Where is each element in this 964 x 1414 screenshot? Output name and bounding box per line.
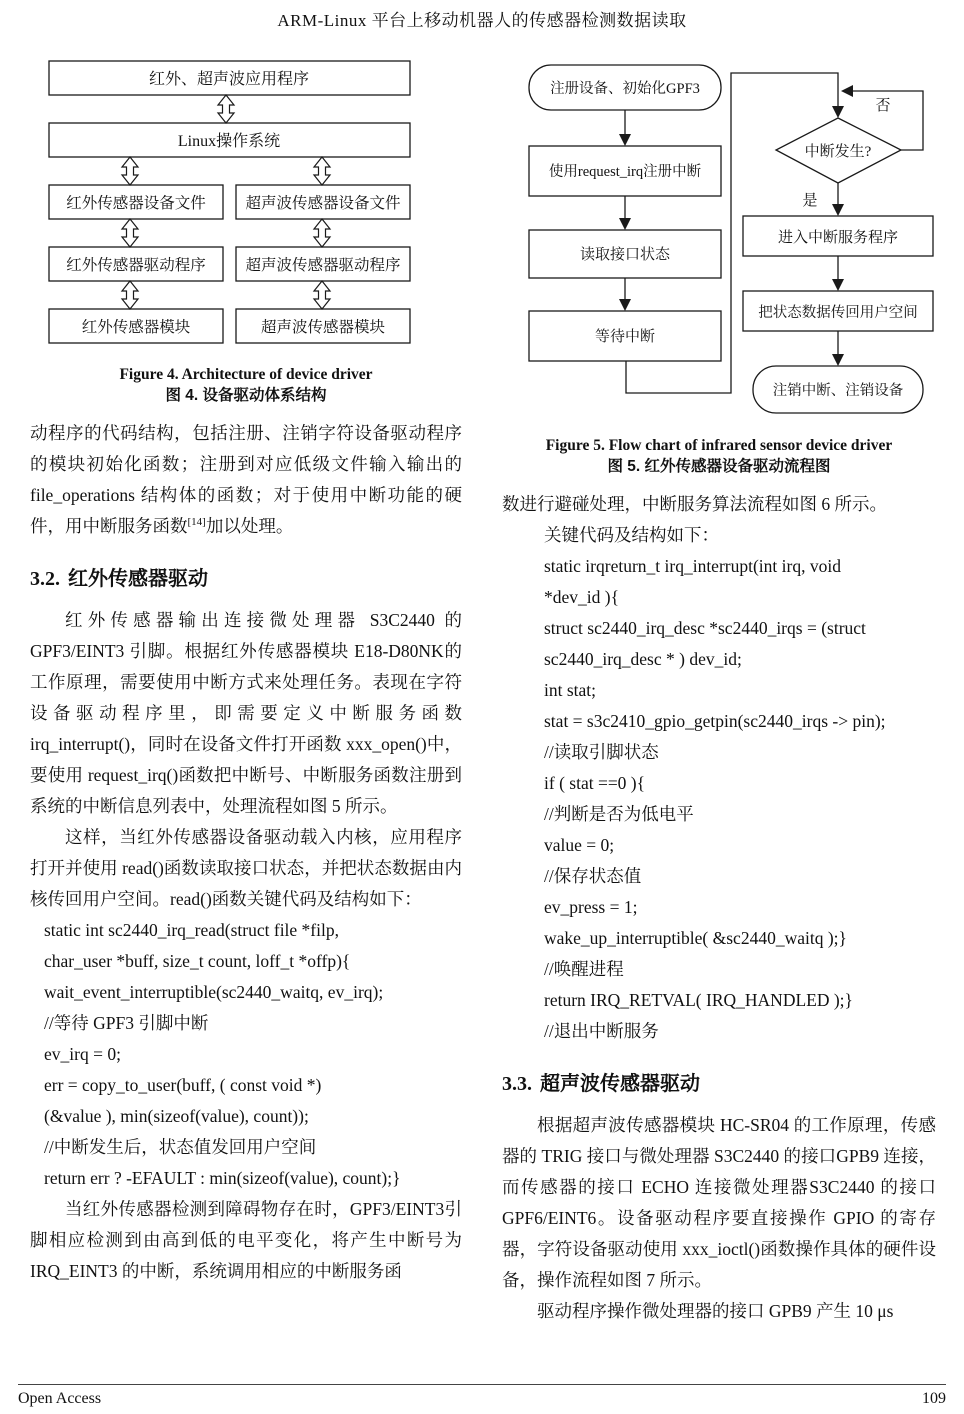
section-heading-3-2 xyxy=(30,562,462,591)
code-line: err = copy_to_user(buff, ( const void *) xyxy=(44,1075,322,1095)
page-title: ARM-Linux 平台上移动机器人的传感器检测数据读取 xyxy=(277,11,687,30)
left-paragraph-4: 当红外传感器检测到障碍物存在时，GPF3/EINT3引脚相应检测到由高到低的电平变化，将产生中断号为 IRQ_EINT3 的中断，系统调用相应的中断服务函 xyxy=(30,1199,462,1281)
open-access-label: Open Access xyxy=(18,1390,102,1407)
app-layer-label: 红外、超声波应用程序 xyxy=(148,71,310,88)
flow-arrow-icon xyxy=(619,299,631,311)
no-label: 否 xyxy=(875,98,891,114)
code-line: //读取引脚状态 xyxy=(544,742,659,762)
figure4-caption-zh: 图 4. 设备驱动体系结构 xyxy=(165,387,327,404)
wait-irq-label: 等待中断 xyxy=(594,329,656,345)
right-paragraph-2: 根据超声波传感器模块 HC-SR04 的工作原理，传感器的 TRIG 接口与微处理器 S3C2440 的接口GPB9 连接，而传感器的接口 ECHO 连接微处理器S3C2440 的接口 GPF6/EINT6。设备驱动程序要直接操作 GPIO 的寄存器，字符设备驱动使用 xxx_ioctl()函数操作具体的硬件设备，操作流程如图 7 所示。 xyxy=(502,1115,936,1290)
left-paragraph-1-tail: 加以处理。 xyxy=(205,516,294,536)
start-node-label: 注册设备、初始化GPF3 xyxy=(550,81,700,97)
code-line: struct sc2440_irq_desc *sc2440_irqs = (struct xyxy=(544,618,866,638)
footer-divider xyxy=(18,1384,946,1385)
code-line: static irqreturn_t irq_interrupt(int irq, void xyxy=(544,556,841,576)
code-line: //判断是否为低电平 xyxy=(544,804,694,824)
code-line: if ( stat ==0 ){ xyxy=(544,773,646,793)
code-line: static int sc2440_irq_read(struct file *filp, xyxy=(44,920,339,940)
flow-arrow-icon xyxy=(832,204,844,216)
os-layer-label: Linux操作系统 xyxy=(177,133,281,150)
double-arrow-icon xyxy=(122,157,138,185)
code-line: ev_irq = 0; xyxy=(44,1044,121,1064)
yes-label: 是 xyxy=(802,193,818,209)
code-line: (&value ), min(sizeof(value), count)); xyxy=(44,1106,309,1126)
left-paragraph-1-text: 动程序的代码结构，包括注册、注销字符设备驱动程序的模块初始化函数；注册到对应低级文件输入输出的 file_operations 结构体的函数；对于使用中断功能的硬件，用中断服务函数 xyxy=(30,423,462,536)
code-line: ev_press = 1; xyxy=(544,897,638,917)
figure5-caption xyxy=(502,435,936,477)
double-arrow-icon xyxy=(314,281,330,309)
code-line: int stat; xyxy=(544,680,597,700)
double-arrow-icon xyxy=(314,157,330,185)
flow-arrow-icon xyxy=(832,279,844,291)
code-line: value = 0; xyxy=(544,835,615,855)
figure5-flowchart xyxy=(502,58,936,418)
left-column xyxy=(30,55,462,1287)
ir-device-file-label: 红外传感器设备文件 xyxy=(66,195,206,212)
figure5-caption-en: Figure 5. Flow chart of infrared sensor device driver xyxy=(545,437,893,454)
code-line: char_user *buff, size_t count, loff_t *offp){ xyxy=(44,951,351,971)
figure4-caption xyxy=(30,364,462,406)
code-line: sc2440_irq_desc * ) dev_id; xyxy=(544,649,742,669)
code-line: return err ? -EFAULT : min(sizeof(value), count);} xyxy=(44,1168,401,1188)
ir-module-label: 红外传感器模块 xyxy=(81,319,191,336)
code-line: //等待 GPF3 引脚中断 xyxy=(44,1013,209,1033)
left-paragraph-1 xyxy=(30,418,462,542)
section-number: 3.3. xyxy=(502,1073,532,1095)
us-driver-label: 超声波传感器驱动程序 xyxy=(245,257,401,274)
double-arrow-icon xyxy=(122,281,138,309)
left-paragraph-2: 红外传感器输出连接微处理器 S3C2440 的GPF3/EINT3 引脚。根据红外传感器模块 E18-D80NK的工作原理，需要使用中断方式来处理任务。表现在字符设备驱动程序里，即需要定义中断服务函数irq_interrupt()，同时在设备文件打开函数 xxx_open()中，要使用 request_irq()函数把中断号、中断服务函数注册到系统的中断信息列表中，处理流程如图 5 所示。 xyxy=(30,610,462,816)
code-line: wake_up_interruptible( &sc2440_waitq );} xyxy=(544,928,847,948)
page-header xyxy=(0,6,964,31)
page-number: 109 xyxy=(922,1390,946,1407)
decision-label: 中断发生? xyxy=(804,144,872,160)
right-paragraph-3: 驱动程序操作微处理器的接口 GPB9 产生 10 μs xyxy=(537,1301,894,1321)
us-device-file-label: 超声波传感器设备文件 xyxy=(245,195,401,212)
right-column xyxy=(502,58,936,1327)
isr-label: 进入中断服务程序 xyxy=(777,230,899,246)
figure5-caption-zh: 图 5. 红外传感器设备驱动流程图 xyxy=(607,458,831,475)
double-arrow-icon xyxy=(122,219,138,247)
figure4-diagram xyxy=(30,55,462,347)
section-number: 3.2. xyxy=(30,568,60,590)
left-paragraph-3: 这样，当红外传感器设备驱动载入内核，应用程序打开并使用 read()函数读取接口状态，并把状态数据由内核传回用户空间。read()函数关键代码及结构如下： xyxy=(30,827,462,909)
code-line: //退出中断服务 xyxy=(544,1021,659,1041)
double-arrow-icon xyxy=(314,219,330,247)
read-function-code-block xyxy=(30,915,462,1194)
section-heading-3-3 xyxy=(502,1067,936,1096)
ir-driver-label: 红外传感器驱动程序 xyxy=(66,257,206,274)
copy-back-label: 把状态数据传回用户空间 xyxy=(758,305,918,321)
flow-arrow-icon xyxy=(619,134,631,146)
code-line: //中断发生后，状态值发回用户空间 xyxy=(44,1137,317,1157)
flow-arrow-icon xyxy=(619,218,631,230)
right-paragraph-1: 数进行避碰处理，中断服务算法流程如图 6 所示。 xyxy=(502,494,887,514)
flow-arrow-icon xyxy=(832,354,844,366)
code-line: wait_event_interruptible(sc2440_waitq, ev_irq); xyxy=(44,982,384,1002)
code-line: //保存状态值 xyxy=(544,866,642,886)
code-line: stat = s3c2410_gpio_getpin(sc2440_irqs -> pin); xyxy=(544,711,886,731)
figure4-caption-en: Figure 4. Architecture of device driver xyxy=(119,366,373,383)
end-node-label: 注销中断、注销设备 xyxy=(772,383,904,399)
double-arrow-icon xyxy=(218,95,234,123)
code-intro-line: 关键代码及结构如下： xyxy=(544,525,719,545)
code-line: //唤醒进程 xyxy=(544,959,624,979)
us-module-label: 超声波传感器模块 xyxy=(260,319,386,336)
section-title: 红外传感器驱动 xyxy=(68,568,208,590)
read-status-label: 读取接口状态 xyxy=(579,247,671,263)
section-title: 超声波传感器驱动 xyxy=(540,1073,700,1095)
irq-handler-code-block xyxy=(502,551,936,1047)
code-line: return IRQ_RETVAL( IRQ_HANDLED );} xyxy=(544,990,853,1010)
register-irq-label: 使用request_irq注册中断 xyxy=(548,164,702,180)
flow-arrow-icon xyxy=(832,106,844,118)
flow-arrow-icon xyxy=(841,85,853,97)
citation-ref: [14] xyxy=(187,516,206,529)
code-line: *dev_id ){ xyxy=(544,587,619,607)
